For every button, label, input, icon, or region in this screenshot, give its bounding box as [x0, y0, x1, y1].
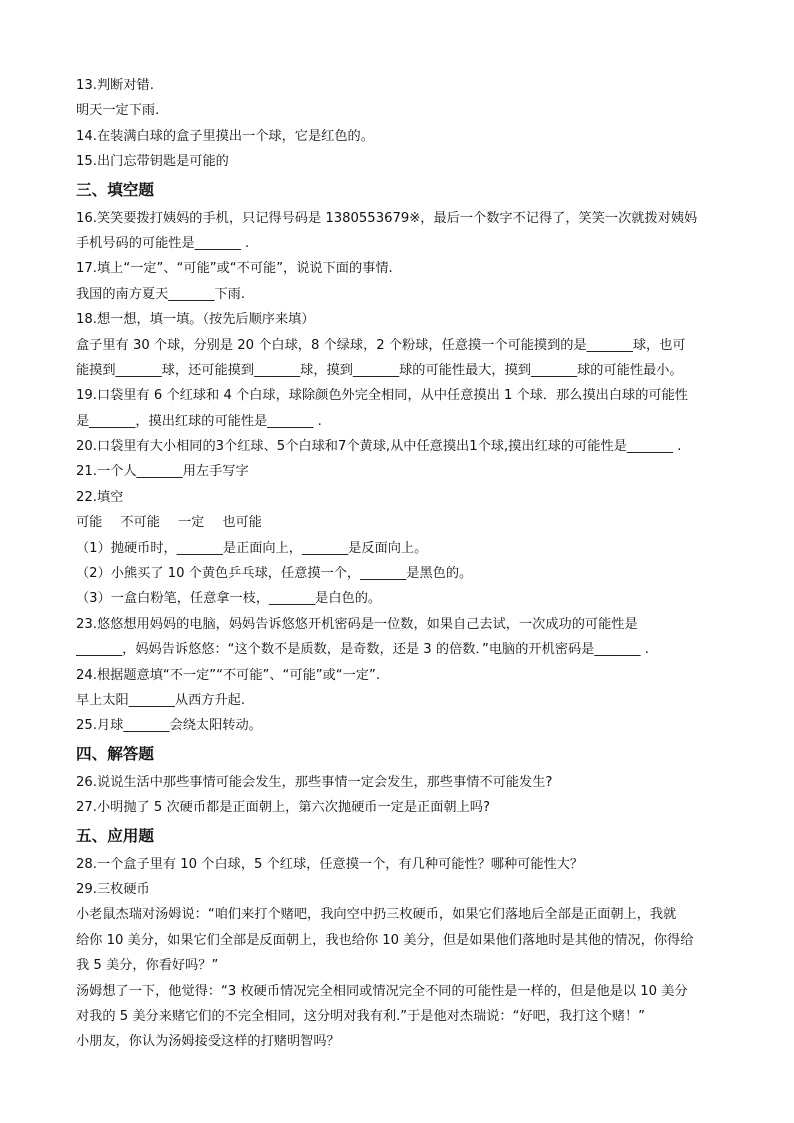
text-line: 我 5 美分，你看好吗？”	[76, 958, 219, 974]
text-line: _______，妈妈告诉悠悠：“这个数不是质数，是奇数，还是 3 的倍数．”电脑的开机密码是_______ .	[76, 642, 649, 658]
document-content	[76, 73, 726, 1055]
text-line: 我国的南方夏天_______下雨.	[76, 286, 246, 302]
text-line: 盒子里有 30 个球，分别是 20 个白球，8 个绿球，2 个粉球，任意摸一个可能摸到的是_______球，也可	[76, 337, 686, 353]
text-line: 13.判断对错.	[76, 78, 154, 93]
text-line: 小老鼠杰瑞对汤姆说：“咱们来打个赌吧，我向空中扔三枚硬币，如果它们落地后全部是正面朝上，我就	[76, 907, 677, 923]
text-line: 是_______，摸出红球的可能性是_______ .	[76, 413, 322, 429]
text-line: 17.填上“一定”、“可能”或“不可能”，说说下面的事情.	[76, 261, 393, 277]
text-line: 22.填空	[76, 489, 124, 505]
text-line: 15.出门忘带钥匙是可能的	[76, 154, 229, 170]
text-line: 18.想一想，填一填。（按先后顺序来填）	[76, 312, 315, 328]
option-word: 可能	[76, 515, 103, 531]
section-heading: 五、应用题	[76, 826, 154, 845]
text-line: 21.一个人_______用左手写字	[76, 464, 249, 480]
text-line: （1）抛硬币时，_______是正面向上，_______是反面向上。	[76, 540, 428, 556]
text-line: 明天一定下雨.	[76, 103, 160, 119]
text-line: 小朋友，你认为汤姆接受这样的打赌明智吗？	[76, 1034, 340, 1050]
text-line: 14.在装满白球的盒子里摸出一个球，它是红色的。	[76, 128, 374, 144]
text-line: 对我的 5 美分来赌它们的不完全相同，这分明对我有利.”于是他对杰瑞说：“好吧，我打这个赌！”	[76, 1008, 645, 1024]
text-line: 27.小明抛了 5 次硬币都是正面朝上，第六次抛硬币一定是正面朝上吗?	[76, 800, 490, 816]
option-word: 不可能	[120, 515, 160, 531]
text-line: （2）小熊买了 10 个黄色乒乓球，任意摸一个，_______是黑色的。	[76, 566, 473, 582]
section-heading: 四、解答题	[76, 744, 154, 763]
text-line: 28.一个盒子里有 10 个白球，5 个红球，任意摸一个，有几种可能性？哪种可能性大？	[76, 856, 584, 872]
text-line: （3）一盒白粉笔，任意拿一枝，_______是白色的。	[76, 591, 382, 607]
option-word: 一定	[177, 515, 205, 531]
text-line: 24.根据题意填“不一定”“不可能”、“可能”或“一定”.	[76, 667, 381, 683]
text-line: 20.口袋里有大小相同的3个红球、5个白球和7个黄球,从中任意摸出1个球,摸出红球的可能性是_______ .	[76, 439, 682, 455]
text-line: 给你 10 美分，如果它们全部是反面朝上，我也给你 10 美分，但是如果他们落地时是其他的情况，你得给	[76, 932, 694, 948]
text-line: 19.口袋里有 6 个红球和 4 个白球，球除颜色外完全相同，从中任意摸出 1 个球．那么摸出白球的可能性	[76, 388, 688, 404]
text-line: 29.三枚硬币	[76, 881, 150, 897]
text-line: 汤姆想了一下，他觉得：“3 枚硬币情况完全相同或情况完全不同的可能性是一样的，但是他是以 10 美分	[76, 983, 688, 999]
answer-options	[76, 510, 726, 535]
text-line: 26.说说生活中那些事情可能会发生，那些事情一定会发生，那些事情不可能发生?	[76, 774, 553, 790]
text-line: 能摸到_______球，还可能摸到_______球，摸到_______球的可能性最大，摸到_______球的可能性最小。	[76, 362, 683, 378]
text-line: 23.悠悠想用妈妈的电脑，妈妈告诉悠悠开机密码是一位数，如果自己去试，一次成功的可能性是	[76, 616, 638, 632]
text-line: 25.月球_______会绕太阳转动。	[76, 718, 262, 734]
text-line: 16.笑笑要拨打姨妈的手机，只记得号码是 1380553679※，最后一个数字不记得了，笑笑一次就拨对姨妈	[76, 210, 698, 226]
section-heading: 三、填空题	[76, 180, 154, 199]
text-line: 手机号码的可能性是_______ .	[76, 235, 250, 251]
option-word: 也可能	[222, 515, 262, 531]
text-line: 早上太阳_______从西方升起.	[76, 692, 246, 708]
